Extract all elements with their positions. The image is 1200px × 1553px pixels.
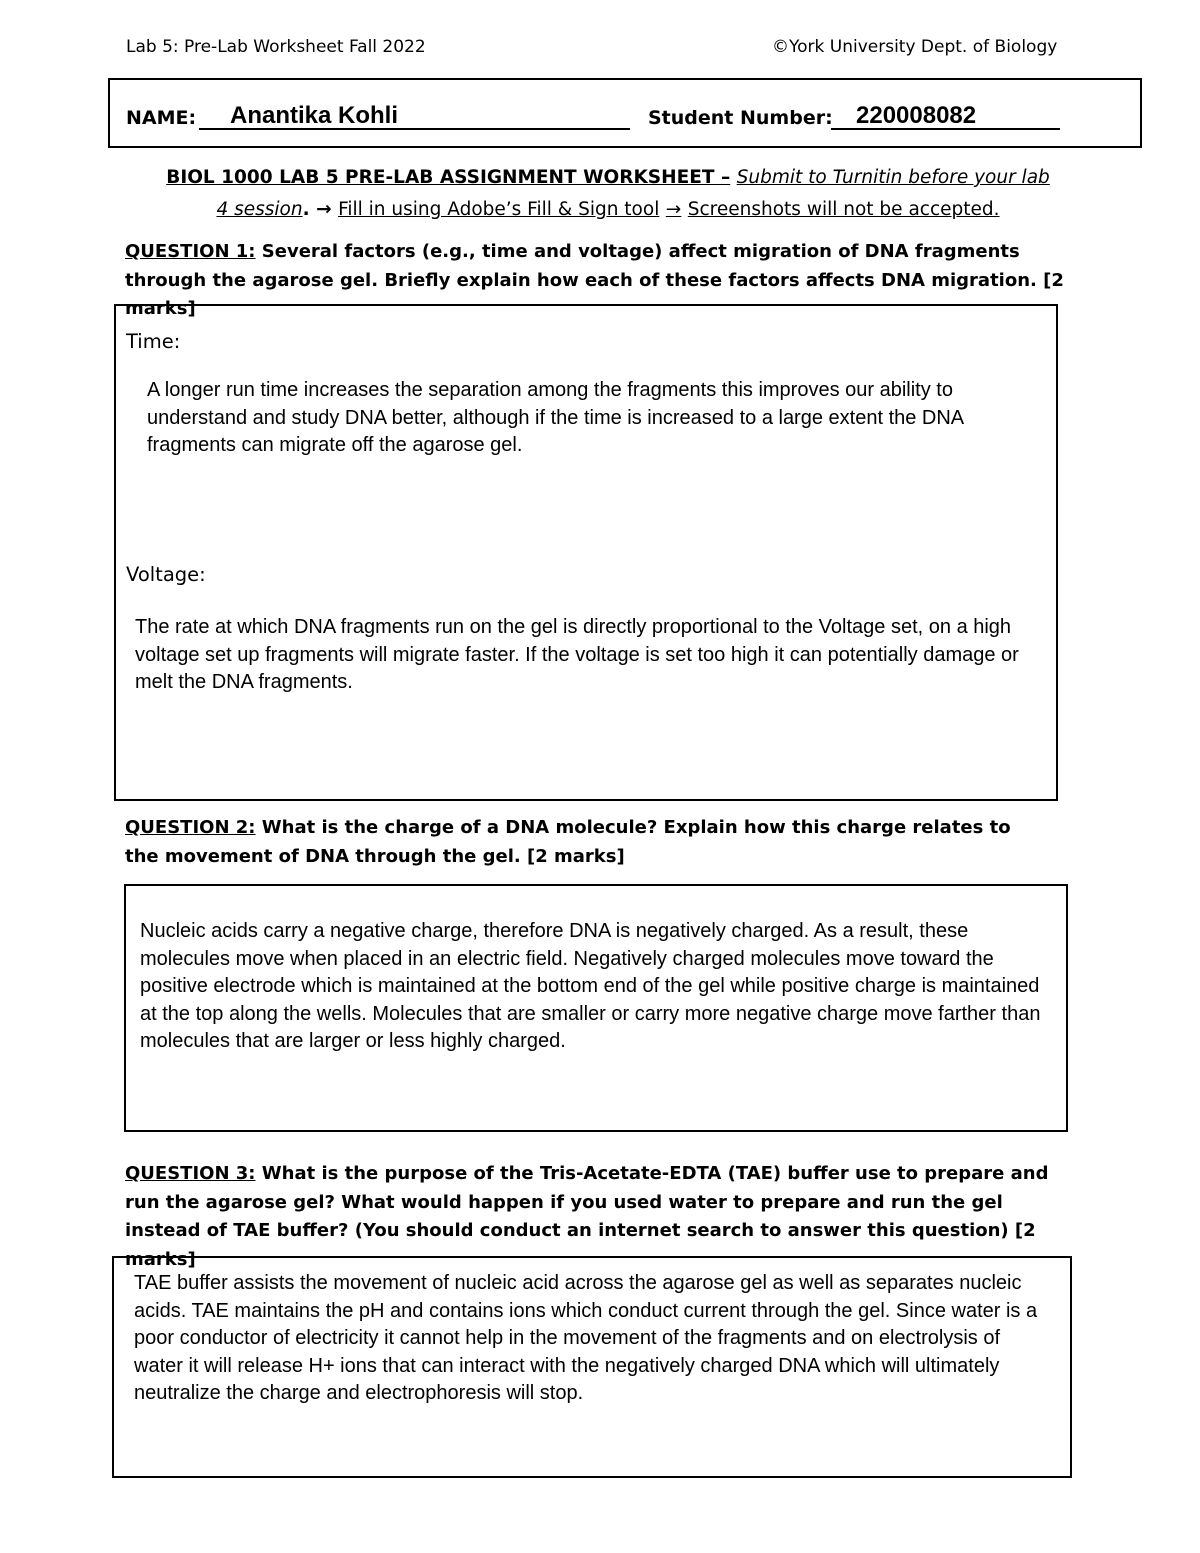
time-label: Time: — [126, 330, 181, 353]
title-submit-line-1: Submit to Turnitin before your lab — [736, 167, 1050, 188]
title-fill-text: Fill in using Adobe’s Fill & Sign tool — [338, 199, 660, 220]
arrow-icon: → — [665, 199, 682, 220]
arrow-icon: → — [316, 199, 332, 220]
header-right: ©York University Dept. of Biology — [772, 37, 1058, 57]
voltage-answer-field[interactable]: The rate at which DNA fragments run on the gel is directly proportional to the Voltage set, on a high voltage set up fragments will migrate faster. If the voltage is set too high it can potentially damage or melt the DNA fragments. — [135, 616, 1019, 693]
question-2-text: What is the charge of a DNA molecule? Explain how this charge relates to the movement of DNA through the gel. [2 marks] — [125, 817, 1011, 867]
question-2 — [125, 814, 1030, 871]
question-2-number: QUESTION 2: — [125, 817, 256, 838]
time-answer-field[interactable]: A longer run time increases the separation among the fragments this improves our ability to understand and study DNA better, although if the time is increased to a large extent the DNA fragments can migrate off the agarose gel. — [147, 379, 964, 456]
question-1-text: Several factors (e.g., time and voltage) affect migration of DNA fragments through the agarose gel. Briefly explain how each of these factors affects DNA migration. [2 marks] — [125, 241, 1064, 319]
question-3-number: QUESTION 3: — [125, 1163, 256, 1184]
voltage-label: Voltage: — [126, 563, 206, 586]
title-submit-line-2: 4 session — [216, 199, 303, 220]
question-3-text: What is the purpose of the Tris-Acetate-EDTA (TAE) buffer use to prepare and run the agarose gel? What would happen if you used water to prepare and run the gel instead of TAE buffer? (You should conduct an internet search to answer this question) [2 marks] — [125, 1163, 1049, 1270]
name-label: NAME: — [126, 107, 197, 129]
question-3-answer-field[interactable]: TAE buffer assists the movement of nucleic acid across the agarose gel as well as separates nucleic acids. TAE maintains the pH and contains ions which conduct current through the gel. Since water is a poor conductor of electricity it cannot help in the movement of the fragments and on electrolysis of water it will release H+ ions that can interact with the negatively charged DNA which will ultimately neutralize the charge and electrophoresis will stop. — [134, 1272, 1038, 1404]
title-period: . — [302, 199, 310, 220]
title-main: BIOL 1000 LAB 5 PRE-LAB ASSIGNMENT WORKSHEET – — [166, 167, 731, 188]
student-number-field[interactable]: 220008082 — [856, 102, 977, 129]
header-left: Lab 5: Pre-Lab Worksheet Fall 2022 — [126, 37, 426, 57]
question-2-answer-field[interactable]: Nucleic acids carry a negative charge, therefore DNA is negatively charged. As a result, these molecules move when placed in an electric field. Negatively charged molecules move toward the positive electrode which is maintained at the bottom end of the gel while positive charge is maintained at the top along the wells. Molecules that are smaller or carry more negative charge move farther than molecules that are larger or less highly charged. — [140, 920, 1041, 1052]
name-field[interactable]: Anantika Kohli — [230, 102, 399, 129]
worksheet-title — [108, 162, 1108, 226]
student-number-label: Student Number: — [648, 107, 833, 129]
title-screenshots-text: Screenshots will not be accepted. — [687, 199, 1000, 220]
question-1-number: QUESTION 1: — [125, 241, 256, 262]
